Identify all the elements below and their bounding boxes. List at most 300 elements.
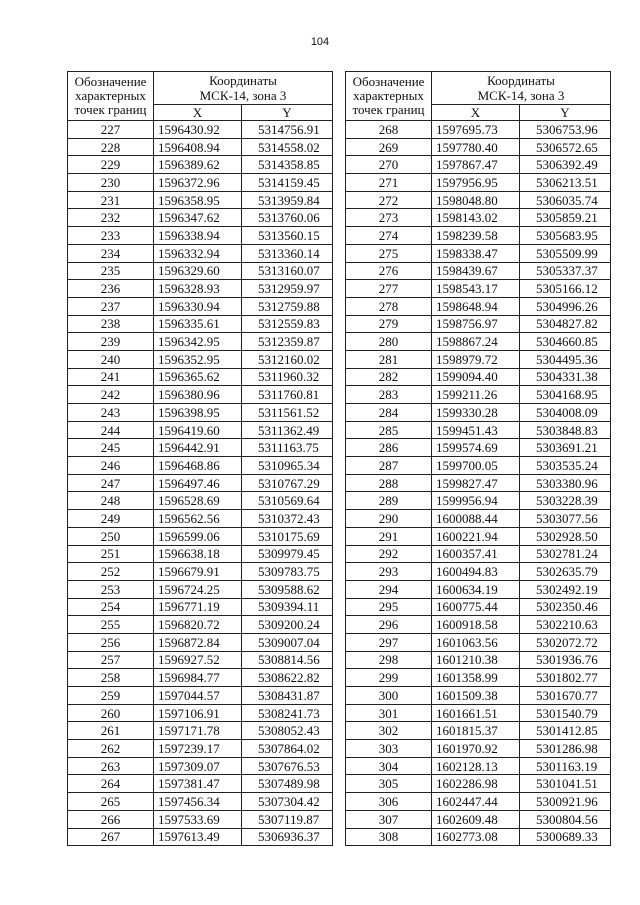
point-id-cell: 249 <box>68 510 154 528</box>
y-coordinate-cell: 5302928.50 <box>520 527 611 545</box>
x-coordinate-cell: 1600088.44 <box>432 510 520 528</box>
coords-line-2: МСК-14, зона 3 <box>199 88 287 103</box>
table-row <box>346 722 611 740</box>
y-coordinate-cell: 5310569.64 <box>242 492 333 510</box>
x-coordinate-cell: 1600494.83 <box>432 563 520 581</box>
table-row <box>346 474 611 492</box>
y-coordinate-cell: 5306572.65 <box>520 138 611 156</box>
table-row <box>68 669 333 687</box>
point-id-cell: 255 <box>68 616 154 634</box>
table-row <box>68 828 333 846</box>
point-id-cell: 298 <box>346 651 432 669</box>
point-id-cell: 263 <box>68 757 154 775</box>
point-id-cell: 275 <box>346 244 432 262</box>
y-coordinate-cell: 5309394.11 <box>242 598 333 616</box>
point-id-cell: 230 <box>68 174 154 192</box>
y-coordinate-cell: 5304827.82 <box>520 315 611 333</box>
y-coordinate-cell: 5313160.07 <box>242 262 333 280</box>
x-coordinate-cell: 1597456.34 <box>154 793 242 811</box>
x-coordinate-cell: 1602447.44 <box>432 793 520 811</box>
y-coordinate-cell: 5311362.49 <box>242 421 333 439</box>
y-coordinate-cell: 5308622.82 <box>242 669 333 687</box>
y-coordinate-cell: 5314358.85 <box>242 156 333 174</box>
table-row <box>68 492 333 510</box>
point-id-cell: 243 <box>68 404 154 422</box>
y-coordinate-cell: 5303691.21 <box>520 439 611 457</box>
x-coordinate-cell: 1596679.91 <box>154 563 242 581</box>
point-id-cell: 268 <box>346 121 432 139</box>
y-coordinate-cell: 5303535.24 <box>520 457 611 475</box>
x-coordinate-cell: 1596599.06 <box>154 527 242 545</box>
x-coordinate-cell: 1596398.95 <box>154 404 242 422</box>
point-id-cell: 283 <box>346 386 432 404</box>
table-row <box>346 421 611 439</box>
y-coordinate-cell: 5305683.95 <box>520 227 611 245</box>
x-coordinate-cell: 1596380.96 <box>154 386 242 404</box>
x-coordinate-cell: 1600775.44 <box>432 598 520 616</box>
table-row <box>68 687 333 705</box>
y-coordinate-cell: 5312160.02 <box>242 350 333 368</box>
table-row <box>68 191 333 209</box>
point-id-cell: 292 <box>346 545 432 563</box>
table-row <box>346 510 611 528</box>
point-id-cell: 251 <box>68 545 154 563</box>
point-id-cell: 297 <box>346 633 432 651</box>
x-coordinate-cell: 1597533.69 <box>154 810 242 828</box>
x-coordinate-cell: 1596984.77 <box>154 669 242 687</box>
point-id-cell: 232 <box>68 209 154 227</box>
table-row <box>346 297 611 315</box>
point-id-cell: 296 <box>346 616 432 634</box>
point-id-cell: 241 <box>68 368 154 386</box>
x-coordinate-cell: 1599330.28 <box>432 404 520 422</box>
point-id-cell: 299 <box>346 669 432 687</box>
coords-line-1: Координаты <box>487 73 555 88</box>
x-coordinate-cell: 1596724.25 <box>154 580 242 598</box>
point-id-cell: 264 <box>68 775 154 793</box>
y-coordinate-cell: 5311561.52 <box>242 404 333 422</box>
x-coordinate-cell: 1598143.02 <box>432 209 520 227</box>
x-coordinate-cell: 1596820.72 <box>154 616 242 634</box>
y-coordinate-cell: 5302781.24 <box>520 545 611 563</box>
y-coordinate-cell: 5306213.51 <box>520 174 611 192</box>
y-coordinate-cell: 5303228.39 <box>520 492 611 510</box>
y-coordinate-cell: 5306753.96 <box>520 121 611 139</box>
designation-header <box>68 72 154 121</box>
coords-line-1: Координаты <box>209 73 277 88</box>
point-id-cell: 280 <box>346 333 432 351</box>
table-row <box>68 138 333 156</box>
x-coordinate-cell: 1597044.57 <box>154 687 242 705</box>
point-id-cell: 290 <box>346 510 432 528</box>
table-row <box>346 616 611 634</box>
table-row <box>68 563 333 581</box>
col-y-header: Y <box>242 105 333 121</box>
y-coordinate-cell: 5303077.56 <box>520 510 611 528</box>
point-id-cell: 236 <box>68 280 154 298</box>
y-coordinate-cell: 5302210.63 <box>520 616 611 634</box>
x-coordinate-cell: 1597239.17 <box>154 740 242 758</box>
y-coordinate-cell: 5309979.45 <box>242 545 333 563</box>
table-row <box>68 280 333 298</box>
x-coordinate-cell: 1600221.94 <box>432 527 520 545</box>
x-coordinate-cell: 1596408.94 <box>154 138 242 156</box>
point-id-cell: 284 <box>346 404 432 422</box>
point-id-cell: 254 <box>68 598 154 616</box>
x-coordinate-cell: 1596927.52 <box>154 651 242 669</box>
designation-line-3: точек границ <box>74 102 147 117</box>
point-id-cell: 293 <box>346 563 432 581</box>
y-coordinate-cell: 5309783.75 <box>242 563 333 581</box>
header-row <box>68 72 333 105</box>
point-id-cell: 302 <box>346 722 432 740</box>
designation-line-2: характерных <box>353 88 424 103</box>
col-y-header: Y <box>520 105 611 121</box>
x-coordinate-cell: 1599956.94 <box>432 492 520 510</box>
x-coordinate-cell: 1597695.73 <box>432 121 520 139</box>
x-coordinate-cell: 1596330.94 <box>154 297 242 315</box>
y-coordinate-cell: 5312759.88 <box>242 297 333 315</box>
y-coordinate-cell: 5310175.69 <box>242 527 333 545</box>
y-coordinate-cell: 5307864.02 <box>242 740 333 758</box>
point-id-cell: 282 <box>346 368 432 386</box>
x-coordinate-cell: 1600357.41 <box>432 545 520 563</box>
x-coordinate-cell: 1598439.67 <box>432 262 520 280</box>
table-row <box>68 580 333 598</box>
point-id-cell: 265 <box>68 793 154 811</box>
y-coordinate-cell: 5304008.09 <box>520 404 611 422</box>
table-row <box>346 121 611 139</box>
y-coordinate-cell: 5312359.87 <box>242 333 333 351</box>
x-coordinate-cell: 1596352.95 <box>154 350 242 368</box>
point-id-cell: 305 <box>346 775 432 793</box>
table-row <box>68 174 333 192</box>
table-row <box>346 404 611 422</box>
point-id-cell: 244 <box>68 421 154 439</box>
point-id-cell: 306 <box>346 793 432 811</box>
x-coordinate-cell: 1598543.17 <box>432 280 520 298</box>
x-coordinate-cell: 1597867.47 <box>432 156 520 174</box>
y-coordinate-cell: 5301936.76 <box>520 651 611 669</box>
x-coordinate-cell: 1596419.60 <box>154 421 242 439</box>
table-row <box>346 545 611 563</box>
x-coordinate-cell: 1601661.51 <box>432 704 520 722</box>
y-coordinate-cell: 5304996.26 <box>520 297 611 315</box>
point-id-cell: 270 <box>346 156 432 174</box>
table-row <box>68 121 333 139</box>
table-row <box>68 368 333 386</box>
x-coordinate-cell: 1596430.92 <box>154 121 242 139</box>
point-id-cell: 240 <box>68 350 154 368</box>
y-coordinate-cell: 5313560.15 <box>242 227 333 245</box>
table-row <box>346 810 611 828</box>
table-body-right <box>346 121 611 846</box>
point-id-cell: 267 <box>68 828 154 846</box>
point-id-cell: 276 <box>346 262 432 280</box>
point-id-cell: 231 <box>68 191 154 209</box>
point-id-cell: 234 <box>68 244 154 262</box>
point-id-cell: 245 <box>68 439 154 457</box>
y-coordinate-cell: 5305166.12 <box>520 280 611 298</box>
table-row <box>68 421 333 439</box>
y-coordinate-cell: 5300921.96 <box>520 793 611 811</box>
table-row <box>68 510 333 528</box>
y-coordinate-cell: 5309007.04 <box>242 633 333 651</box>
point-id-cell: 258 <box>68 669 154 687</box>
designation-line-2: характерных <box>75 88 146 103</box>
point-id-cell: 304 <box>346 757 432 775</box>
y-coordinate-cell: 5302072.72 <box>520 633 611 651</box>
table-row <box>68 457 333 475</box>
table-row <box>68 227 333 245</box>
point-id-cell: 266 <box>68 810 154 828</box>
y-coordinate-cell: 5311760.81 <box>242 386 333 404</box>
y-coordinate-cell: 5307489.98 <box>242 775 333 793</box>
table-row <box>346 793 611 811</box>
table-row <box>68 775 333 793</box>
x-coordinate-cell: 1601210.38 <box>432 651 520 669</box>
table-row <box>68 297 333 315</box>
table-row <box>346 775 611 793</box>
table-row <box>346 598 611 616</box>
table-row <box>346 368 611 386</box>
x-coordinate-cell: 1596338.94 <box>154 227 242 245</box>
table-row <box>346 669 611 687</box>
table-row <box>68 527 333 545</box>
x-coordinate-cell: 1596442.91 <box>154 439 242 457</box>
y-coordinate-cell: 5305859.21 <box>520 209 611 227</box>
y-coordinate-cell: 5301163.19 <box>520 757 611 775</box>
table-row <box>346 174 611 192</box>
point-id-cell: 277 <box>346 280 432 298</box>
point-id-cell: 285 <box>346 421 432 439</box>
point-id-cell: 271 <box>346 174 432 192</box>
table-row <box>68 740 333 758</box>
point-id-cell: 279 <box>346 315 432 333</box>
table-row <box>346 262 611 280</box>
table-row <box>68 793 333 811</box>
point-id-cell: 294 <box>346 580 432 598</box>
table-row <box>346 156 611 174</box>
x-coordinate-cell: 1598048.80 <box>432 191 520 209</box>
table-row <box>68 616 333 634</box>
table-row <box>346 333 611 351</box>
y-coordinate-cell: 5308431.87 <box>242 687 333 705</box>
x-coordinate-cell: 1599094.40 <box>432 368 520 386</box>
y-coordinate-cell: 5305509.99 <box>520 244 611 262</box>
designation-header <box>346 72 432 121</box>
table-row <box>68 315 333 333</box>
point-id-cell: 289 <box>346 492 432 510</box>
point-id-cell: 247 <box>68 474 154 492</box>
table-row <box>346 740 611 758</box>
x-coordinate-cell: 1596358.95 <box>154 191 242 209</box>
y-coordinate-cell: 5313760.06 <box>242 209 333 227</box>
y-coordinate-cell: 5305337.37 <box>520 262 611 280</box>
x-coordinate-cell: 1602773.08 <box>432 828 520 846</box>
y-coordinate-cell: 5310965.34 <box>242 457 333 475</box>
table-row <box>346 580 611 598</box>
point-id-cell: 237 <box>68 297 154 315</box>
table-row <box>68 386 333 404</box>
point-id-cell: 262 <box>68 740 154 758</box>
y-coordinate-cell: 5300689.33 <box>520 828 611 846</box>
table-row <box>346 138 611 156</box>
x-coordinate-cell: 1596562.56 <box>154 510 242 528</box>
table-row <box>346 209 611 227</box>
x-coordinate-cell: 1597613.49 <box>154 828 242 846</box>
table-row <box>68 810 333 828</box>
table-row <box>346 191 611 209</box>
point-id-cell: 259 <box>68 687 154 705</box>
table-row <box>346 439 611 457</box>
y-coordinate-cell: 5307304.42 <box>242 793 333 811</box>
y-coordinate-cell: 5304331.38 <box>520 368 611 386</box>
point-id-cell: 250 <box>68 527 154 545</box>
table-row <box>68 722 333 740</box>
table-row <box>346 757 611 775</box>
x-coordinate-cell: 1598239.58 <box>432 227 520 245</box>
x-coordinate-cell: 1600634.19 <box>432 580 520 598</box>
y-coordinate-cell: 5306936.37 <box>242 828 333 846</box>
y-coordinate-cell: 5307676.53 <box>242 757 333 775</box>
y-coordinate-cell: 5312559.83 <box>242 315 333 333</box>
table-row <box>68 757 333 775</box>
point-id-cell: 300 <box>346 687 432 705</box>
x-coordinate-cell: 1599451.43 <box>432 421 520 439</box>
x-coordinate-cell: 1599700.05 <box>432 457 520 475</box>
point-id-cell: 228 <box>68 138 154 156</box>
table-row <box>68 474 333 492</box>
x-coordinate-cell: 1596468.86 <box>154 457 242 475</box>
table-row <box>68 633 333 651</box>
x-coordinate-cell: 1596347.62 <box>154 209 242 227</box>
point-id-cell: 233 <box>68 227 154 245</box>
point-id-cell: 248 <box>68 492 154 510</box>
x-coordinate-cell: 1596497.46 <box>154 474 242 492</box>
x-coordinate-cell: 1600918.58 <box>432 616 520 634</box>
y-coordinate-cell: 5308052.43 <box>242 722 333 740</box>
point-id-cell: 246 <box>68 457 154 475</box>
y-coordinate-cell: 5304168.95 <box>520 386 611 404</box>
table-row <box>68 704 333 722</box>
point-id-cell: 256 <box>68 633 154 651</box>
x-coordinate-cell: 1598648.94 <box>432 297 520 315</box>
x-coordinate-cell: 1597956.95 <box>432 174 520 192</box>
y-coordinate-cell: 5303848.83 <box>520 421 611 439</box>
y-coordinate-cell: 5309200.24 <box>242 616 333 634</box>
point-id-cell: 308 <box>346 828 432 846</box>
y-coordinate-cell: 5304495.36 <box>520 350 611 368</box>
point-id-cell: 281 <box>346 350 432 368</box>
y-coordinate-cell: 5311163.75 <box>242 439 333 457</box>
y-coordinate-cell: 5312959.97 <box>242 280 333 298</box>
table-row <box>68 350 333 368</box>
point-id-cell: 278 <box>346 297 432 315</box>
point-id-cell: 242 <box>68 386 154 404</box>
x-coordinate-cell: 1596389.62 <box>154 156 242 174</box>
x-coordinate-cell: 1596528.69 <box>154 492 242 510</box>
table-row <box>68 545 333 563</box>
table-row <box>346 687 611 705</box>
header-row <box>346 72 611 105</box>
table-row <box>346 280 611 298</box>
point-id-cell: 260 <box>68 704 154 722</box>
col-x-header: X <box>154 105 242 121</box>
table-row <box>346 563 611 581</box>
x-coordinate-cell: 1596771.19 <box>154 598 242 616</box>
point-id-cell: 286 <box>346 439 432 457</box>
x-coordinate-cell: 1597171.78 <box>154 722 242 740</box>
point-id-cell: 253 <box>68 580 154 598</box>
y-coordinate-cell: 5313959.84 <box>242 191 333 209</box>
page-number: 104 <box>310 36 330 48</box>
x-coordinate-cell: 1596332.94 <box>154 244 242 262</box>
table-row <box>346 350 611 368</box>
x-coordinate-cell: 1602128.13 <box>432 757 520 775</box>
x-coordinate-cell: 1602286.98 <box>432 775 520 793</box>
table-body-left <box>68 121 333 846</box>
point-id-cell: 291 <box>346 527 432 545</box>
point-id-cell: 229 <box>68 156 154 174</box>
y-coordinate-cell: 5309588.62 <box>242 580 333 598</box>
x-coordinate-cell: 1601509.38 <box>432 687 520 705</box>
y-coordinate-cell: 5310767.29 <box>242 474 333 492</box>
coords-line-2: МСК-14, зона 3 <box>477 88 565 103</box>
point-id-cell: 303 <box>346 740 432 758</box>
table-row <box>346 227 611 245</box>
y-coordinate-cell: 5311960.32 <box>242 368 333 386</box>
table-row <box>346 704 611 722</box>
x-coordinate-cell: 1596365.62 <box>154 368 242 386</box>
y-coordinate-cell: 5301802.77 <box>520 669 611 687</box>
point-id-cell: 274 <box>346 227 432 245</box>
x-coordinate-cell: 1602609.48 <box>432 810 520 828</box>
x-coordinate-cell: 1596328.93 <box>154 280 242 298</box>
x-coordinate-cell: 1601815.37 <box>432 722 520 740</box>
designation-line-3: точек границ <box>352 102 425 117</box>
x-coordinate-cell: 1598756.97 <box>432 315 520 333</box>
table-row <box>346 492 611 510</box>
table-row <box>346 828 611 846</box>
y-coordinate-cell: 5313360.14 <box>242 244 333 262</box>
y-coordinate-cell: 5302492.19 <box>520 580 611 598</box>
x-coordinate-cell: 1596342.95 <box>154 333 242 351</box>
x-coordinate-cell: 1597780.40 <box>432 138 520 156</box>
x-coordinate-cell: 1597381.47 <box>154 775 242 793</box>
coords-header <box>432 72 611 105</box>
point-id-cell: 301 <box>346 704 432 722</box>
x-coordinate-cell: 1597106.91 <box>154 704 242 722</box>
y-coordinate-cell: 5301412.85 <box>520 722 611 740</box>
table-row <box>346 527 611 545</box>
y-coordinate-cell: 5302635.79 <box>520 563 611 581</box>
x-coordinate-cell: 1596335.61 <box>154 315 242 333</box>
y-coordinate-cell: 5300804.56 <box>520 810 611 828</box>
x-coordinate-cell: 1596872.84 <box>154 633 242 651</box>
table-row <box>68 333 333 351</box>
table-row <box>68 209 333 227</box>
point-id-cell: 273 <box>346 209 432 227</box>
point-id-cell: 252 <box>68 563 154 581</box>
x-coordinate-cell: 1597309.07 <box>154 757 242 775</box>
x-coordinate-cell: 1596329.60 <box>154 262 242 280</box>
y-coordinate-cell: 5314756.91 <box>242 121 333 139</box>
y-coordinate-cell: 5304660.85 <box>520 333 611 351</box>
table-row <box>346 386 611 404</box>
designation-line-1: Обозначение <box>352 74 425 89</box>
y-coordinate-cell: 5301041.51 <box>520 775 611 793</box>
